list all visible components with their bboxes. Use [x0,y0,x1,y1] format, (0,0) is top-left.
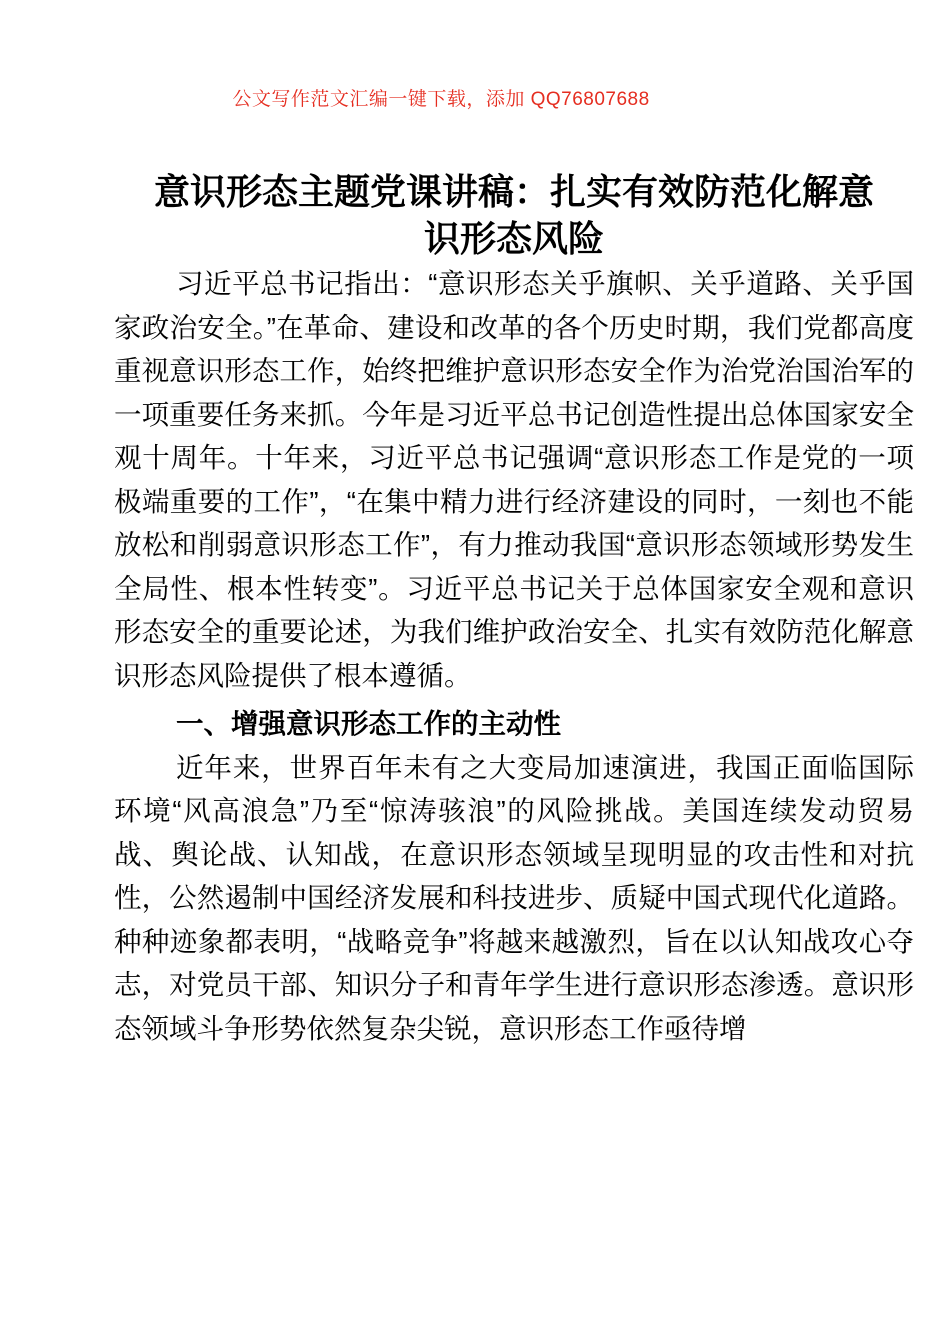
section-heading: 一、增强意识形态工作的主动性 [176,708,561,739]
body-paragraph: 习近平总书记指出：“意识形态关乎旗帜、关乎道路、关乎国家政治安全。”在革命、建设和改革的各个历史时期，我们党都高度重视意识形态工作，始终把维护意识形态安全作为治党治国治军的一项重要任务来抓。今年是习近平总书记创造性提出总体国家安全观十周年。十年来，习近平总书记强调“意识形态工作是党的一项极端重要的工作”，“在集中精力进行经济建设的同时，一刻也不能放松和削弱意识形态工作”，有力推动我国“意识形态领域形势发生全局性、根本性转变”。习近平总书记关于总体国家安全观和意识形态安全的重要论述，为我们维护政治安全、扎实有效防范化解意识形态风险提供了根本遵循。 [114,268,914,691]
document-body [114,168,914,1050]
document-page [0,88,950,1318]
document-title: 意识形态主题党课讲稿：扎实有效防范化解意识形态风险 [153,171,874,259]
promo-banner-text: 公文写作范文汇编一键下载，添加 QQ76807688 [232,89,650,110]
body-paragraph: 近年来，世界百年未有之大变局加速演进，我国正面临国际环境“风高浪急”乃至“惊涛骇浪”的风险挑战。美国连续发动贸易战、舆论战、认知战，在意识形态领域呈现明显的攻击性和对抗性，公然遏制中国经济发展和科技进步、质疑中国式现代化道路。种种迹象都表明，“战略竞争”将越来越激烈，旨在以认知战攻心夺志，对党员干部、知识分子和青年学生进行意识形态渗透。意识形态领域斗争形势依然复杂尖锐，意识形态工作亟待增 [114,751,914,1044]
